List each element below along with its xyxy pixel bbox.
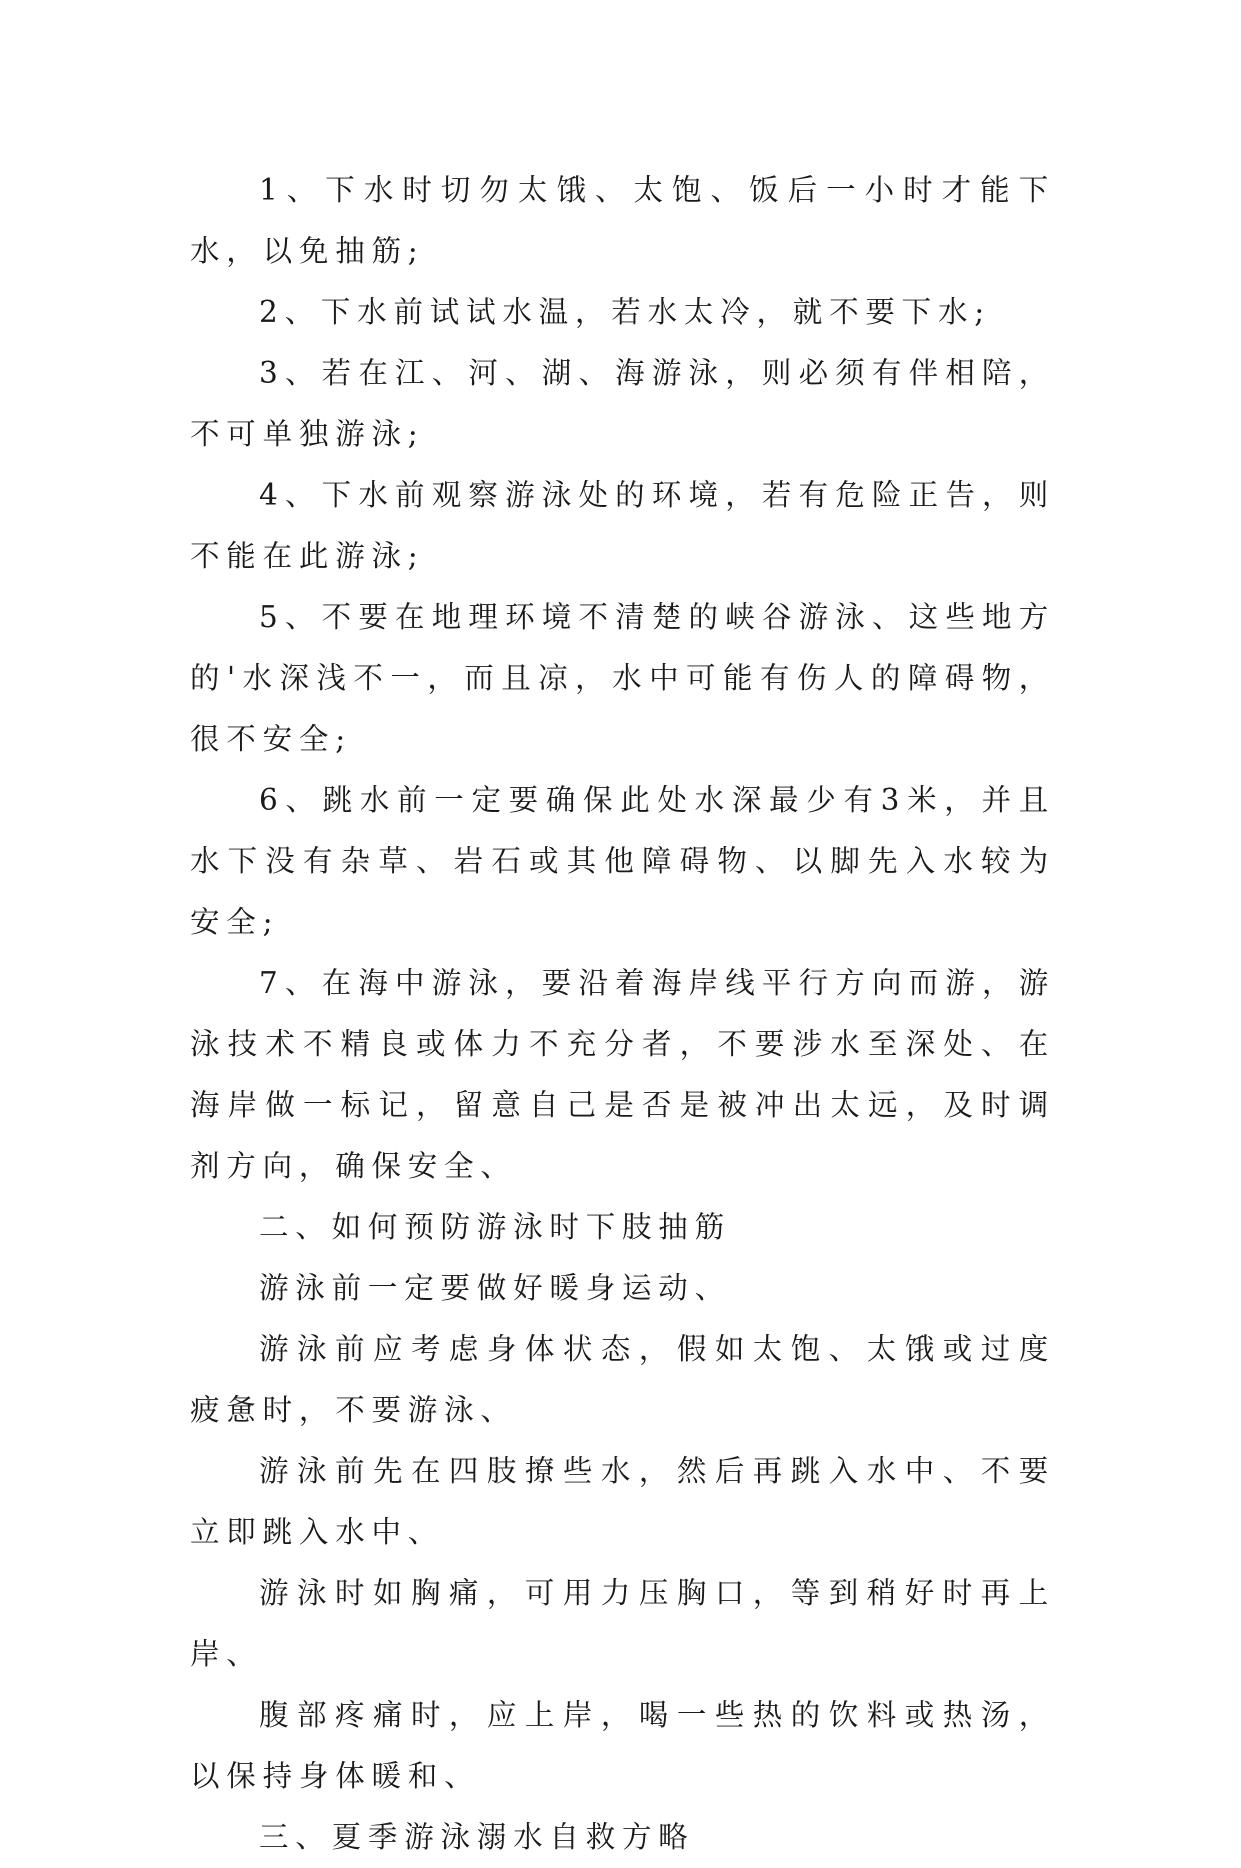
list-item-1: 1、下水时切勿太饿、太饱、饭后一小时才能下水，以免抽筋; [190, 173, 1055, 268]
list-item-7: 7、在海中游泳，要沿着海岸线平行方向而游，游泳技术不精良或体力不充分者，不要涉水至深处、在海岸做一标记，留意自己是否是被冲出太远，及时调剂方向，确保安全、 [190, 966, 1055, 1183]
list-item-6: 6、跳水前一定要确保此处水深最少有3米，并且水下没有杂草、岩石或其他障碍物、以脚先入水较为安全; [190, 783, 1055, 939]
list-item-2: 2、下水前试试水温，若水太冷，就不要下水; [259, 295, 992, 329]
list-item-3: 3、若在江、河、湖、海游泳，则必须有伴相陪，不可单独游泳; [190, 356, 1055, 451]
body-paragraph: 腹部疼痛时，应上岸，喝一些热的饮料或热汤，以保持身体暖和、 [190, 1698, 1055, 1793]
document-body [190, 160, 1055, 1868]
body-paragraph: 游泳前一定要做好暖身运动、 [259, 1271, 731, 1305]
list-item-4: 4、下水前观察游泳处的环境，若有危险正告，则不能在此游泳; [190, 478, 1055, 573]
body-paragraph: 游泳时如胸痛，可用力压胸口，等到稍好时再上岸、 [190, 1576, 1055, 1671]
list-item-5: 5、不要在地理环境不清楚的峡谷游泳、这些地方的'水深浅不一，而且凉，水中可能有伤人的障碍物，很不安全; [190, 600, 1055, 756]
section-heading-2: 二、如何预防游泳时下肢抽筋 [259, 1210, 731, 1244]
body-paragraph: 游泳前应考虑身体状态，假如太饱、太饿或过度疲惫时，不要游泳、 [190, 1332, 1055, 1427]
section-heading-3: 三、夏季游泳溺水自救方略 [259, 1820, 695, 1854]
body-paragraph: 游泳前先在四肢撩些水，然后再跳入水中、不要立即跳入水中、 [190, 1454, 1055, 1549]
